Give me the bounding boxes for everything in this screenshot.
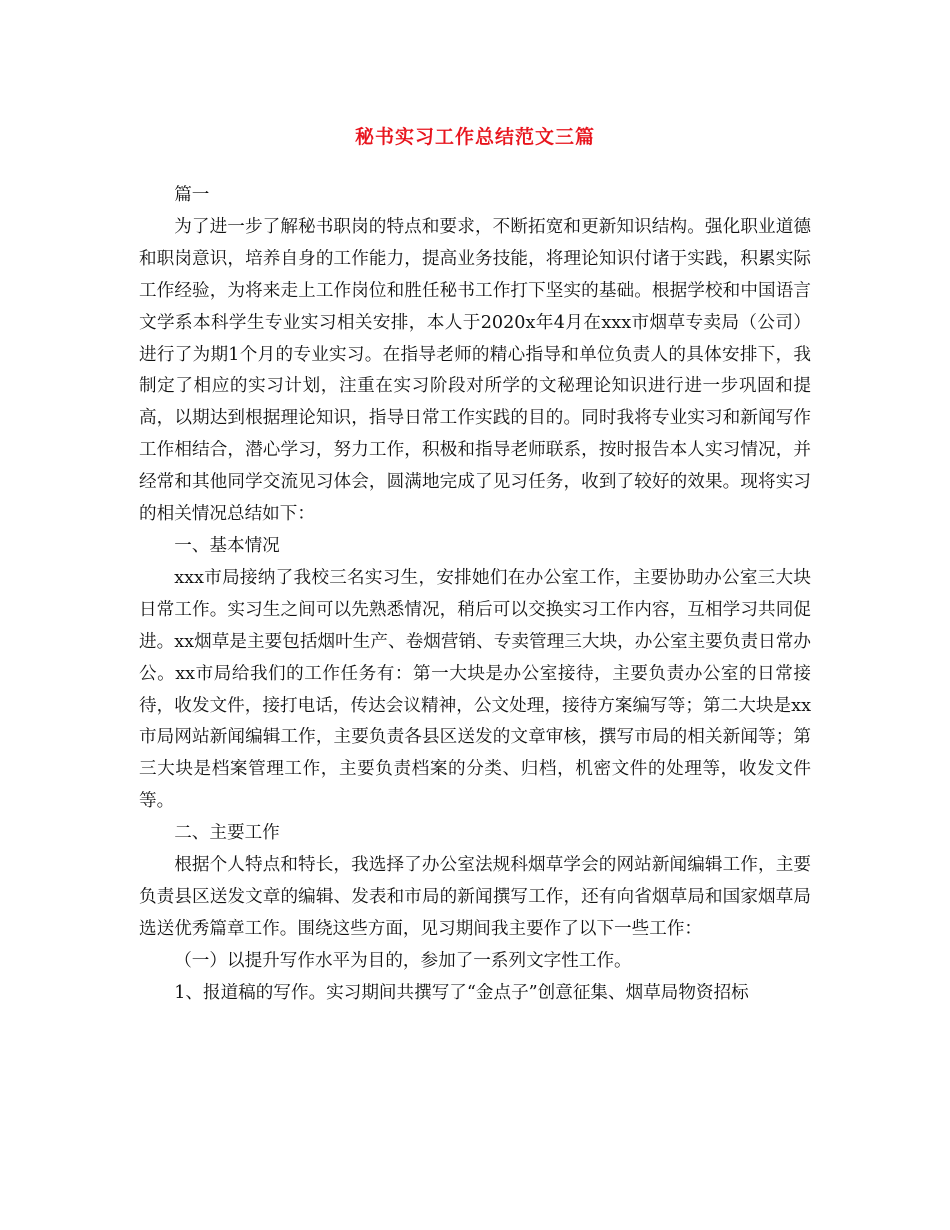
paragraph-basic-situation: xxx市局接纳了我校三名实习生，安排她们在办公室工作，主要协助办公室三大块日常工作。实习生之间可以先熟悉情况，稍后可以交换实习工作内容，互相学习共同促进。xx烟草是主要包括烟叶生产、卷烟营销、专卖管理三大块，办公室主要负责日常办公。xx市局给我们的工作任务有：第一大块是办公室接待，主要负责办公室的日常接待，收发文件，接打电话，传达会议精神，公文处理，接待方案编写等；第二大块是xx市局网站新闻编辑工作，主要负责各县区送发的文章审核，撰写市局的相关新闻等；第三大块是档案管理工作，主要负责档案的分类、归档，机密文件的处理等，收发文件等。 xyxy=(139,567,811,812)
document-title: 秘书实习工作总结范文三篇 xyxy=(354,126,595,148)
paragraph-section-label: 篇一 xyxy=(174,185,210,205)
paragraph-main-work: 根据个人特点和特长，我选择了办公室法规科烟草学会的网站新闻编辑工作，主要负责县区送发文章的编辑、发表和市局的新闻撰写工作，还有向省烟草局和国家烟草局选送优秀篇章工作。围绕这些方面，见习期间我主要作了以下一些工作： xyxy=(139,855,811,939)
paragraph-report-writing: 1、报道稿的写作。实习期间共撰写了“金点子”创意征集、烟草局物资招标 xyxy=(174,982,749,1003)
heading-basic-situation: 一、基本情况 xyxy=(174,535,280,556)
paragraph-intro: 为了进一步了解秘书职岗的特点和要求，不断拓宽和更新知识结构。强化职业道德和职岗意识，培养自身的工作能力，提高业务技能，将理论知识付诸于实践，积累实际工作经验，为将来走上工作岗位和胜任秘书工作打下坚实的基础。根据学校和中国语言文学系本科学生专业实习相关安排，本人于2020x年4月在xxx市烟草专卖局（公司）进行了为期1个月的专业实习。在指导老师的精心指导和单位负责人的具体安排下，我制定了相应的实习计划，注重在实习阶段对所学的文秘理论知识进行进一步巩固和提高，以期达到根据理论知识，指导日常工作实践的目的。同时我将专业实习和新闻写作工作相结合，潜心学习，努力工作，积极和指导老师联系，按时报告本人实习情况，并经常和其他同学交流见习体会，圆满地完成了见习任务，收到了较好的效果。现将实习的相关情况总结如下： xyxy=(139,216,811,525)
document-body xyxy=(139,180,811,1010)
subheading-writing: （一）以提升写作水平为目的，参加了一系列文字性工作。 xyxy=(174,950,632,971)
heading-main-work: 二、主要工作 xyxy=(174,823,280,844)
